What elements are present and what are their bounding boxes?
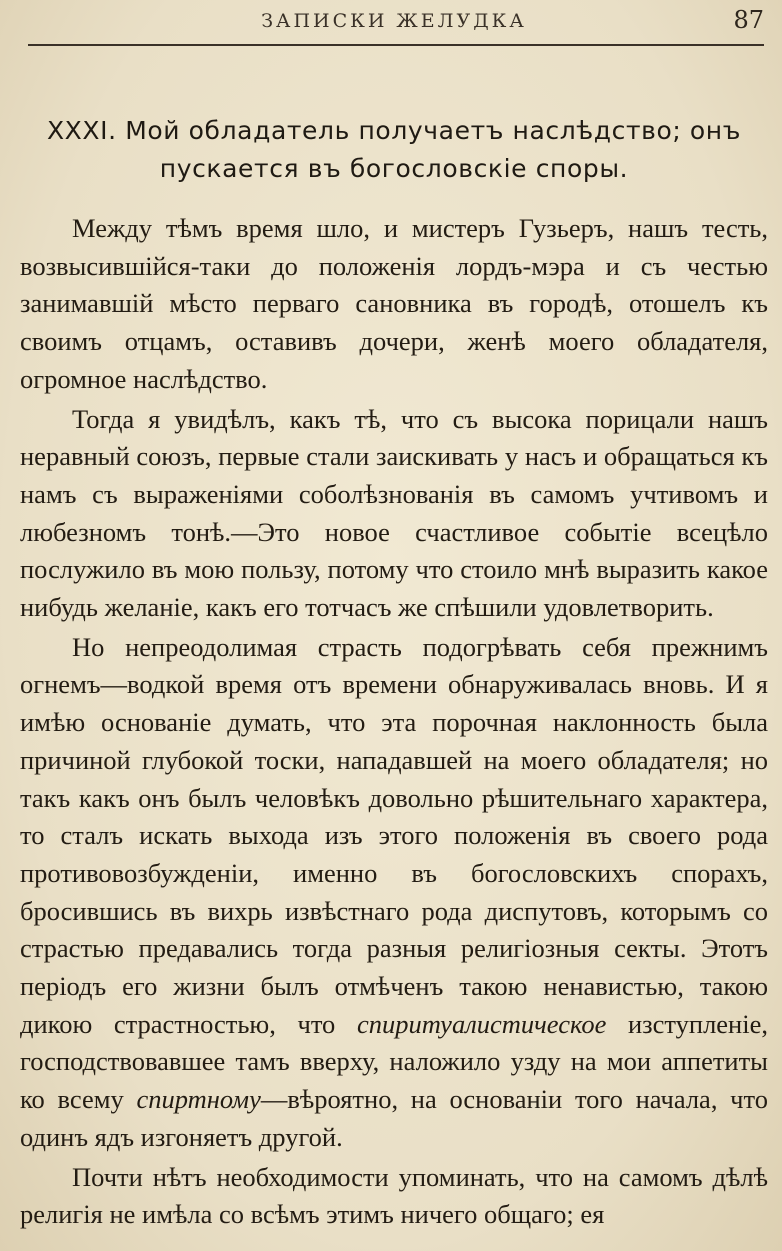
chapter-title-line-1: XXXI. Мой обладатель получаетъ наслѣдство; онъ xyxy=(46,116,742,145)
paragraph-3-part-1: Но непреодолимая страсть подогрѣвать себя прежнимъ огнемъ—водкой время отъ времени обнаруживалась вновь. И я имѣю основанiе думать, что эта порочная наклонность была причиной глубокой тоски, нападавшей на моего обладателя; но такъ какъ онъ былъ человѣкъ довольно рѣшительнаго характера, то сталъ искать выхода изъ этого положенiя въ своего рода противовозбужденiи, именно въ богословскихъ спорахъ, бросившись въ вихрь извѣстнаго рода диспутовъ, которымъ со страстью предавались тогда разныя религiозныя секты. Этотъ перiодъ его жизни былъ отмѣченъ такою ненавистью, такою дикою страстностью, что xyxy=(20,631,768,1039)
page-number: 87 xyxy=(733,6,764,34)
header-rule xyxy=(28,44,764,46)
page-header xyxy=(20,6,768,42)
chapter-title-line-2: пускается въ богословскiе споры. xyxy=(159,154,629,183)
paragraph-3-part-2: изступленiе, господствовавшее тамъ вверху, наложило узду на мои аппетиты ко всему xyxy=(20,1008,768,1115)
emphasis-spiritualistic: спиритуалистическое xyxy=(356,1008,607,1039)
paragraph-2: Тогда я увидѣлъ, какъ тѣ, что съ высока порицали нашъ неравный союзъ, первые стали заискивать у насъ и обращаться къ намъ съ выраженiями соболѣзнованiя въ самомъ учтивомъ и любезномъ тонѣ.—Это новое счастливое событiе всецѣло послужило въ мою пользу, потому что стоило мнѣ выразить какое нибудь желанiе, какъ его тотчасъ же спѣшили удовлетворить. xyxy=(20,403,768,623)
paragraph-3 xyxy=(20,629,768,1157)
paragraph-1: Между тѣмъ время шло, и мистеръ Гузьеръ, нашъ тесть, возвысившiйся-таки до положенiя лордъ-мэра и съ честью занимавшiй мѣсто перваго сановника въ городѣ, отошелъ къ своимъ отцамъ, оставивъ дочери, женѣ моего обладателя, огромное наслѣдство. xyxy=(20,213,768,394)
paragraph-3-part-3: —вѣроятно, на основанiи того начала, что одинъ ядъ изгоняетъ другой. xyxy=(20,1084,768,1152)
emphasis-spirits: спиртному xyxy=(136,1084,261,1115)
paragraph-4: Почти нѣтъ необходимости упоминать, что на самомъ дѣлѣ религiя не имѣла со всѣмъ этимъ ничего общаго; ея xyxy=(20,1161,768,1230)
running-head: ЗАПИСКИ ЖЕЛУДКА xyxy=(261,10,527,32)
body-text xyxy=(20,210,768,1236)
chapter-title xyxy=(20,112,768,188)
